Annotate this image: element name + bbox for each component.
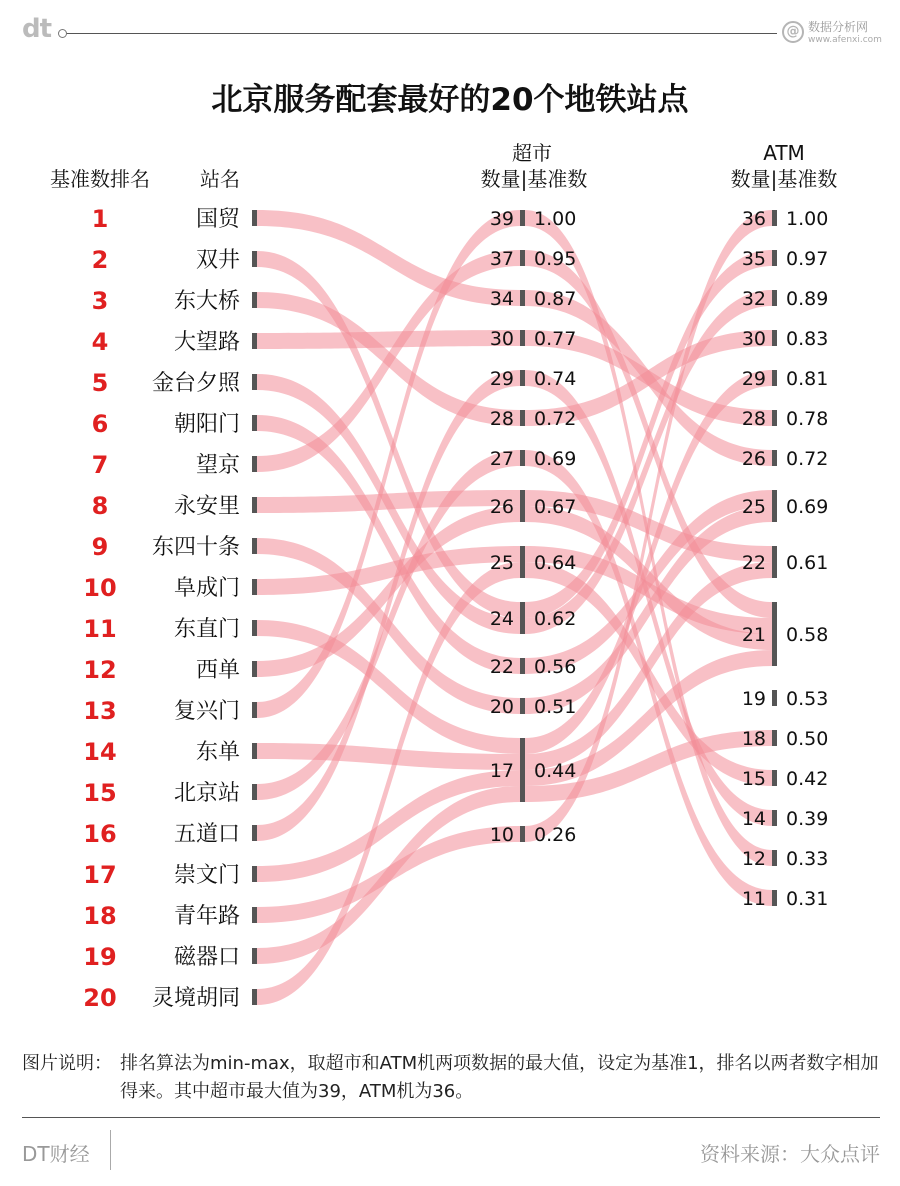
supermarket-count: 26	[489, 496, 514, 518]
station-name: 灵境胡同	[151, 986, 240, 1011]
station-bar	[252, 784, 257, 800]
rank-label: 9	[91, 533, 109, 561]
supermarket-header: 超市	[512, 141, 552, 165]
atm-base: 0.39	[786, 808, 829, 830]
rank-label: 11	[83, 615, 117, 643]
watermark-at-icon: @	[782, 21, 804, 43]
supermarket-base: 0.44	[534, 760, 577, 782]
station-name: 东直门	[173, 617, 240, 642]
atm-count: 15	[741, 768, 766, 790]
atm-base: 0.42	[786, 768, 829, 790]
supermarket-bar	[520, 450, 525, 466]
atm-count: 18	[741, 728, 766, 750]
rank-label: 5	[91, 369, 109, 397]
atm-count: 22	[741, 552, 766, 574]
atm-count: 14	[741, 808, 766, 830]
station-name: 东单	[195, 740, 240, 765]
footer-brand: DT财经	[22, 1142, 90, 1166]
station-bar	[252, 702, 257, 718]
atm-bar	[772, 890, 777, 906]
watermark-url: www.afenxi.com	[808, 35, 882, 45]
rank-label: 6	[91, 410, 109, 438]
rank-label: 14	[83, 738, 117, 766]
station-bar	[252, 538, 257, 554]
atm-base: 0.58	[786, 624, 829, 646]
atm-base: 0.31	[786, 888, 829, 910]
station-name: 北京站	[173, 781, 240, 806]
atm-count: 35	[741, 248, 766, 270]
atm-count: 30	[741, 328, 766, 350]
atm-count: 21	[741, 624, 766, 646]
station-bar	[252, 292, 257, 308]
supermarket-count: 20	[489, 696, 514, 718]
atm-bar	[772, 546, 777, 578]
station-name: 朝阳门	[173, 412, 240, 437]
atm-bar	[772, 410, 777, 426]
station-name: 青年路	[173, 904, 240, 929]
station-name: 望京	[195, 453, 240, 478]
supermarket-subheader: 数量|基准数	[480, 167, 588, 191]
atm-header: ATM	[763, 141, 805, 165]
station-name: 双井	[195, 248, 240, 273]
station-name: 崇文门	[173, 863, 240, 888]
station-bar	[252, 743, 257, 759]
supermarket-bar	[520, 738, 525, 802]
station-bar	[252, 456, 257, 472]
atm-count: 12	[741, 848, 766, 870]
supermarket-bar	[520, 290, 525, 306]
atm-base: 0.97	[786, 248, 829, 270]
station-bar	[252, 866, 257, 882]
atm-bar	[772, 850, 777, 866]
supermarket-count: 28	[489, 408, 514, 430]
supermarket-base: 1.00	[534, 208, 577, 230]
rank-label: 18	[83, 902, 117, 930]
station-bar	[252, 948, 257, 964]
station-name: 磁器口	[173, 945, 240, 970]
rank-label: 13	[83, 697, 117, 725]
supermarket-bar	[520, 826, 525, 842]
footer-source: 资料来源：大众点评	[700, 1142, 880, 1166]
supermarket-base: 0.67	[534, 496, 577, 518]
atm-bar	[772, 290, 777, 306]
station-bar	[252, 251, 257, 267]
supermarket-base: 0.62	[534, 608, 577, 630]
supermarket-count: 17	[489, 760, 514, 782]
atm-bar	[772, 810, 777, 826]
supermarket-base: 0.77	[534, 328, 577, 350]
rank-label: 19	[83, 943, 117, 971]
rank-label: 2	[91, 246, 109, 274]
footer-rule	[22, 1117, 880, 1118]
rank-header: 基准数排名	[50, 167, 150, 191]
station-name: 国贸	[195, 207, 240, 232]
rank-label: 3	[91, 287, 109, 315]
station-bar	[252, 989, 257, 1005]
rank-label: 16	[83, 820, 117, 848]
atm-count: 32	[741, 288, 766, 310]
supermarket-count: 37	[489, 248, 514, 270]
station-name: 大望路	[173, 330, 240, 355]
atm-bar	[772, 770, 777, 786]
station-name: 永安里	[173, 494, 240, 519]
note-text: 排名算法为min-max，取超市和ATM机两项数据的最大值，设定为基准1，排名以两者数字相加得来。其中超市最大值为39，ATM机为36。	[120, 1053, 879, 1102]
supermarket-count: 27	[489, 448, 514, 470]
station-bar	[252, 415, 257, 431]
supermarket-base: 0.74	[534, 368, 577, 390]
supermarket-count: 34	[489, 288, 514, 310]
atm-base: 0.61	[786, 552, 829, 574]
atm-base: 0.78	[786, 408, 829, 430]
station-name: 复兴门	[173, 699, 240, 724]
rank-label: 10	[83, 574, 117, 602]
station-header: 站名	[200, 167, 240, 191]
supermarket-bar	[520, 698, 525, 714]
station-name: 东四十条	[151, 535, 240, 560]
rank-label: 20	[83, 984, 117, 1012]
atm-base: 0.81	[786, 368, 829, 390]
atm-count: 11	[741, 888, 766, 910]
station-bar	[252, 579, 257, 595]
atm-bar	[772, 602, 777, 666]
supermarket-count: 39	[489, 208, 514, 230]
station-name: 东大桥	[173, 289, 240, 314]
supermarket-bar	[520, 658, 525, 674]
atm-count: 29	[741, 368, 766, 390]
supermarket-count: 24	[489, 608, 514, 630]
supermarket-base: 0.87	[534, 288, 577, 310]
ribbon-layer	[257, 210, 772, 1005]
atm-bar	[772, 690, 777, 706]
station-name: 五道口	[173, 822, 240, 847]
rank-label: 1	[91, 205, 109, 233]
atm-base: 0.50	[786, 728, 829, 750]
atm-base: 0.89	[786, 288, 829, 310]
watermark-name: 数据分析网	[808, 20, 869, 34]
supermarket-bar	[520, 330, 525, 346]
atm-bar	[772, 250, 777, 266]
station-bar	[252, 620, 257, 636]
atm-bar	[772, 210, 777, 226]
station-bar	[252, 333, 257, 349]
supermarket-bar	[520, 370, 525, 386]
supermarket-bar	[520, 546, 525, 578]
atm-subheader: 数量|基准数	[730, 167, 838, 191]
supermarket-bar	[520, 490, 525, 522]
supermarket-base: 0.69	[534, 448, 577, 470]
atm-bar	[772, 490, 777, 522]
atm-base: 1.00	[786, 208, 829, 230]
footer-separator	[110, 1130, 111, 1170]
station-name: 阜成门	[173, 576, 240, 601]
supermarket-base: 0.64	[534, 552, 577, 574]
atm-bar	[772, 370, 777, 386]
supermarket-base: 0.72	[534, 408, 577, 430]
supermarket-count: 29	[489, 368, 514, 390]
supermarket-count: 22	[489, 656, 514, 678]
station-bar	[252, 825, 257, 841]
supermarket-count: 30	[489, 328, 514, 350]
station-bar	[252, 661, 257, 677]
note-label: 图片说明：	[22, 1053, 112, 1074]
supermarket-count: 25	[489, 552, 514, 574]
atm-count: 25	[741, 496, 766, 518]
supermarket-count: 10	[489, 824, 514, 846]
atm-base: 0.53	[786, 688, 829, 710]
rank-label: 15	[83, 779, 117, 807]
station-name: 西单	[195, 658, 240, 683]
atm-count: 26	[741, 448, 766, 470]
rank-label: 17	[83, 861, 117, 889]
supermarket-bar	[520, 602, 525, 634]
ribbon-station-supermarket	[257, 330, 520, 349]
station-bar	[252, 497, 257, 513]
supermarket-bar	[520, 250, 525, 266]
rank-label: 7	[91, 451, 109, 479]
rank-label: 12	[83, 656, 117, 684]
atm-count: 36	[741, 208, 766, 230]
supermarket-base: 0.26	[534, 824, 577, 846]
atm-base: 0.83	[786, 328, 829, 350]
station-bar	[252, 374, 257, 390]
atm-base: 0.69	[786, 496, 829, 518]
station-bar	[252, 210, 257, 226]
atm-base: 0.33	[786, 848, 829, 870]
supermarket-base: 0.51	[534, 696, 577, 718]
atm-bar	[772, 450, 777, 466]
supermarket-base: 0.56	[534, 656, 577, 678]
atm-bar	[772, 330, 777, 346]
chart-title: 北京服务配套最好的20个地铁站点	[211, 82, 689, 118]
rank-label: 8	[91, 492, 109, 520]
station-bar	[252, 907, 257, 923]
atm-bar	[772, 730, 777, 746]
station-name: 金台夕照	[151, 371, 240, 396]
supermarket-base: 0.95	[534, 248, 577, 270]
supermarket-bar	[520, 210, 525, 226]
atm-base: 0.72	[786, 448, 829, 470]
dt-logo: dt	[22, 14, 52, 44]
supermarket-bar	[520, 410, 525, 426]
rank-label: 4	[91, 328, 109, 356]
atm-count: 19	[741, 688, 766, 710]
atm-count: 28	[741, 408, 766, 430]
